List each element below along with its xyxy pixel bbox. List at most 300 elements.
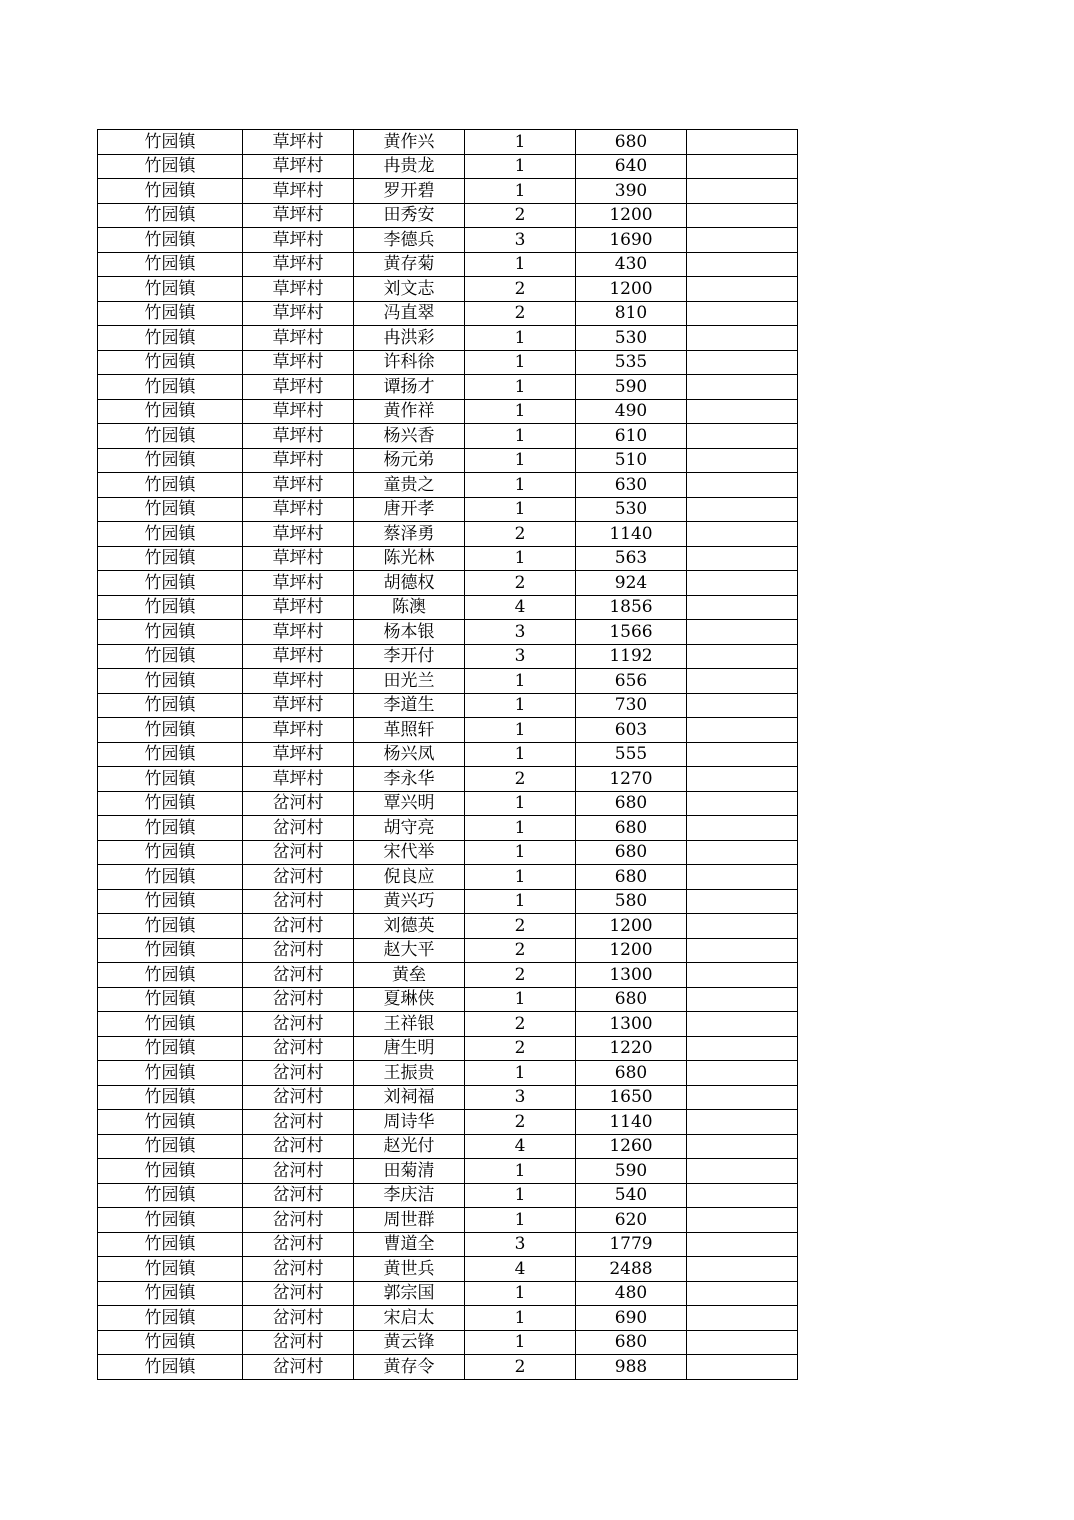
note-cell	[687, 375, 798, 400]
amount-cell: 1650	[576, 1085, 687, 1110]
note-cell	[687, 840, 798, 865]
note-cell	[687, 203, 798, 228]
town-cell: 竹园镇	[98, 791, 243, 816]
town-cell: 竹园镇	[98, 1110, 243, 1135]
table-row	[98, 742, 798, 767]
household-count-cell: 1	[465, 1061, 576, 1086]
amount-cell: 1779	[576, 1232, 687, 1257]
household-count-cell: 2	[465, 203, 576, 228]
town-cell: 竹园镇	[98, 399, 243, 424]
table-row	[98, 1355, 798, 1380]
amount-cell: 510	[576, 448, 687, 473]
household-count-cell: 4	[465, 1257, 576, 1282]
town-cell: 竹园镇	[98, 595, 243, 620]
table-row	[98, 130, 798, 155]
town-cell: 竹园镇	[98, 154, 243, 179]
table-row	[98, 816, 798, 841]
village-cell: 岔河村	[243, 865, 354, 890]
data-table	[97, 129, 798, 1380]
table-row	[98, 620, 798, 645]
town-cell: 竹园镇	[98, 571, 243, 596]
table-row	[98, 767, 798, 792]
town-cell: 竹园镇	[98, 669, 243, 694]
town-cell: 竹园镇	[98, 718, 243, 743]
table-row	[98, 1232, 798, 1257]
name-cell: 周世群	[354, 1208, 465, 1233]
note-cell	[687, 791, 798, 816]
note-cell	[687, 742, 798, 767]
household-count-cell: 2	[465, 963, 576, 988]
household-count-cell: 2	[465, 522, 576, 547]
amount-cell: 535	[576, 350, 687, 375]
table-row	[98, 1085, 798, 1110]
household-count-cell: 1	[465, 252, 576, 277]
note-cell	[687, 448, 798, 473]
table-row	[98, 326, 798, 351]
town-cell: 竹园镇	[98, 987, 243, 1012]
town-cell: 竹园镇	[98, 1159, 243, 1184]
table-row	[98, 889, 798, 914]
household-count-cell: 1	[465, 865, 576, 890]
town-cell: 竹园镇	[98, 203, 243, 228]
note-cell	[687, 179, 798, 204]
household-count-cell: 1	[465, 1208, 576, 1233]
amount-cell: 1690	[576, 228, 687, 253]
note-cell	[687, 546, 798, 571]
amount-cell: 1192	[576, 644, 687, 669]
name-cell: 倪良应	[354, 865, 465, 890]
village-cell: 草坪村	[243, 644, 354, 669]
town-cell: 竹园镇	[98, 816, 243, 841]
town-cell: 竹园镇	[98, 620, 243, 645]
village-cell: 草坪村	[243, 252, 354, 277]
note-cell	[687, 228, 798, 253]
table-row	[98, 1061, 798, 1086]
amount-cell: 1140	[576, 522, 687, 547]
village-cell: 草坪村	[243, 375, 354, 400]
name-cell: 赵光付	[354, 1134, 465, 1159]
note-cell	[687, 326, 798, 351]
name-cell: 黄作祥	[354, 399, 465, 424]
note-cell	[687, 865, 798, 890]
table-row	[98, 375, 798, 400]
town-cell: 竹园镇	[98, 1306, 243, 1331]
town-cell: 竹园镇	[98, 1281, 243, 1306]
town-cell: 竹园镇	[98, 840, 243, 865]
table-body	[98, 130, 798, 1380]
town-cell: 竹园镇	[98, 130, 243, 155]
village-cell: 草坪村	[243, 571, 354, 596]
household-count-cell: 2	[465, 277, 576, 302]
household-count-cell: 1	[465, 399, 576, 424]
village-cell: 岔河村	[243, 1134, 354, 1159]
town-cell: 竹园镇	[98, 252, 243, 277]
name-cell: 李道生	[354, 693, 465, 718]
household-count-cell: 1	[465, 497, 576, 522]
amount-cell: 480	[576, 1281, 687, 1306]
household-count-cell: 3	[465, 620, 576, 645]
table-row	[98, 1012, 798, 1037]
name-cell: 刘祠福	[354, 1085, 465, 1110]
village-cell: 岔河村	[243, 1208, 354, 1233]
amount-cell: 630	[576, 473, 687, 498]
note-cell	[687, 424, 798, 449]
amount-cell: 563	[576, 546, 687, 571]
note-cell	[687, 1012, 798, 1037]
town-cell: 竹园镇	[98, 522, 243, 547]
note-cell	[687, 767, 798, 792]
table-row	[98, 840, 798, 865]
town-cell: 竹园镇	[98, 1257, 243, 1282]
name-cell: 赵大平	[354, 938, 465, 963]
town-cell: 竹园镇	[98, 1232, 243, 1257]
name-cell: 陈光林	[354, 546, 465, 571]
household-count-cell: 2	[465, 938, 576, 963]
town-cell: 竹园镇	[98, 1208, 243, 1233]
name-cell: 杨元弟	[354, 448, 465, 473]
table-row	[98, 522, 798, 547]
village-cell: 草坪村	[243, 154, 354, 179]
table-row	[98, 669, 798, 694]
amount-cell: 430	[576, 252, 687, 277]
amount-cell: 988	[576, 1355, 687, 1380]
table-row	[98, 1134, 798, 1159]
amount-cell: 680	[576, 865, 687, 890]
household-count-cell: 1	[465, 424, 576, 449]
amount-cell: 530	[576, 497, 687, 522]
name-cell: 杨兴香	[354, 424, 465, 449]
name-cell: 黄云锋	[354, 1330, 465, 1355]
town-cell: 竹园镇	[98, 228, 243, 253]
village-cell: 草坪村	[243, 742, 354, 767]
amount-cell: 1566	[576, 620, 687, 645]
town-cell: 竹园镇	[98, 914, 243, 939]
name-cell: 李德兵	[354, 228, 465, 253]
amount-cell: 730	[576, 693, 687, 718]
table-row	[98, 963, 798, 988]
household-count-cell: 2	[465, 571, 576, 596]
village-cell: 岔河村	[243, 938, 354, 963]
name-cell: 童贵之	[354, 473, 465, 498]
note-cell	[687, 571, 798, 596]
household-count-cell: 1	[465, 154, 576, 179]
village-cell: 草坪村	[243, 203, 354, 228]
town-cell: 竹园镇	[98, 693, 243, 718]
table-row	[98, 865, 798, 890]
village-cell: 岔河村	[243, 963, 354, 988]
village-cell: 岔河村	[243, 1061, 354, 1086]
note-cell	[687, 1257, 798, 1282]
name-cell: 王振贵	[354, 1061, 465, 1086]
village-cell: 岔河村	[243, 1306, 354, 1331]
name-cell: 唐开孝	[354, 497, 465, 522]
town-cell: 竹园镇	[98, 424, 243, 449]
household-count-cell: 1	[465, 816, 576, 841]
village-cell: 岔河村	[243, 1232, 354, 1257]
village-cell: 岔河村	[243, 1085, 354, 1110]
amount-cell: 680	[576, 130, 687, 155]
table-row	[98, 424, 798, 449]
town-cell: 竹园镇	[98, 277, 243, 302]
table-row	[98, 252, 798, 277]
household-count-cell: 1	[465, 546, 576, 571]
table-row	[98, 595, 798, 620]
town-cell: 竹园镇	[98, 963, 243, 988]
amount-cell: 540	[576, 1183, 687, 1208]
village-cell: 岔河村	[243, 1281, 354, 1306]
village-cell: 草坪村	[243, 497, 354, 522]
table-row	[98, 1281, 798, 1306]
note-cell	[687, 350, 798, 375]
table-row	[98, 473, 798, 498]
town-cell: 竹园镇	[98, 644, 243, 669]
town-cell: 竹园镇	[98, 375, 243, 400]
table-row	[98, 301, 798, 326]
household-count-cell: 1	[465, 130, 576, 155]
name-cell: 覃兴明	[354, 791, 465, 816]
name-cell: 黄世兵	[354, 1257, 465, 1282]
table-row	[98, 987, 798, 1012]
household-count-cell: 2	[465, 767, 576, 792]
table-row	[98, 179, 798, 204]
household-count-cell: 1	[465, 350, 576, 375]
name-cell: 冉洪彩	[354, 326, 465, 351]
amount-cell: 490	[576, 399, 687, 424]
note-cell	[687, 154, 798, 179]
household-count-cell: 1	[465, 840, 576, 865]
town-cell: 竹园镇	[98, 1134, 243, 1159]
village-cell: 岔河村	[243, 1159, 354, 1184]
note-cell	[687, 1355, 798, 1380]
household-count-cell: 1	[465, 1281, 576, 1306]
note-cell	[687, 938, 798, 963]
amount-cell: 656	[576, 669, 687, 694]
amount-cell: 555	[576, 742, 687, 767]
village-cell: 岔河村	[243, 1036, 354, 1061]
amount-cell: 1200	[576, 938, 687, 963]
village-cell: 岔河村	[243, 840, 354, 865]
town-cell: 竹园镇	[98, 546, 243, 571]
village-cell: 草坪村	[243, 522, 354, 547]
village-cell: 岔河村	[243, 1012, 354, 1037]
note-cell	[687, 1183, 798, 1208]
amount-cell: 640	[576, 154, 687, 179]
household-count-cell: 1	[465, 669, 576, 694]
household-count-cell: 1	[465, 718, 576, 743]
village-cell: 草坪村	[243, 595, 354, 620]
amount-cell: 680	[576, 816, 687, 841]
amount-cell: 1856	[576, 595, 687, 620]
table-row	[98, 1306, 798, 1331]
town-cell: 竹园镇	[98, 889, 243, 914]
amount-cell: 680	[576, 840, 687, 865]
note-cell	[687, 1110, 798, 1135]
town-cell: 竹园镇	[98, 179, 243, 204]
name-cell: 黄存菊	[354, 252, 465, 277]
note-cell	[687, 497, 798, 522]
name-cell: 唐生明	[354, 1036, 465, 1061]
household-count-cell: 4	[465, 1134, 576, 1159]
amount-cell: 590	[576, 1159, 687, 1184]
town-cell: 竹园镇	[98, 1085, 243, 1110]
village-cell: 草坪村	[243, 767, 354, 792]
note-cell	[687, 669, 798, 694]
note-cell	[687, 130, 798, 155]
village-cell: 岔河村	[243, 816, 354, 841]
household-count-cell: 1	[465, 693, 576, 718]
name-cell: 黄作兴	[354, 130, 465, 155]
village-cell: 岔河村	[243, 791, 354, 816]
name-cell: 郭宗国	[354, 1281, 465, 1306]
note-cell	[687, 816, 798, 841]
amount-cell: 1260	[576, 1134, 687, 1159]
name-cell: 李开付	[354, 644, 465, 669]
village-cell: 岔河村	[243, 1183, 354, 1208]
table-row	[98, 1257, 798, 1282]
village-cell: 草坪村	[243, 350, 354, 375]
note-cell	[687, 1134, 798, 1159]
table-row	[98, 914, 798, 939]
town-cell: 竹园镇	[98, 301, 243, 326]
note-cell	[687, 1208, 798, 1233]
town-cell: 竹园镇	[98, 1355, 243, 1380]
note-cell	[687, 1085, 798, 1110]
note-cell	[687, 987, 798, 1012]
household-count-cell: 1	[465, 889, 576, 914]
table-row	[98, 399, 798, 424]
household-count-cell: 1	[465, 375, 576, 400]
village-cell: 岔河村	[243, 889, 354, 914]
amount-cell: 590	[576, 375, 687, 400]
name-cell: 田菊清	[354, 1159, 465, 1184]
village-cell: 岔河村	[243, 914, 354, 939]
village-cell: 草坪村	[243, 277, 354, 302]
town-cell: 竹园镇	[98, 473, 243, 498]
name-cell: 冉贵龙	[354, 154, 465, 179]
name-cell: 黄垒	[354, 963, 465, 988]
table-row	[98, 203, 798, 228]
village-cell: 草坪村	[243, 179, 354, 204]
amount-cell: 1200	[576, 914, 687, 939]
note-cell	[687, 889, 798, 914]
note-cell	[687, 1036, 798, 1061]
town-cell: 竹园镇	[98, 865, 243, 890]
amount-cell: 1200	[576, 203, 687, 228]
note-cell	[687, 693, 798, 718]
name-cell: 杨本银	[354, 620, 465, 645]
town-cell: 竹园镇	[98, 350, 243, 375]
note-cell	[687, 644, 798, 669]
note-cell	[687, 620, 798, 645]
name-cell: 黄存令	[354, 1355, 465, 1380]
village-cell: 草坪村	[243, 301, 354, 326]
amount-cell: 1220	[576, 1036, 687, 1061]
name-cell: 革照轩	[354, 718, 465, 743]
name-cell: 刘德英	[354, 914, 465, 939]
household-count-cell: 1	[465, 326, 576, 351]
table-row	[98, 1208, 798, 1233]
name-cell: 黄兴巧	[354, 889, 465, 914]
town-cell: 竹园镇	[98, 1183, 243, 1208]
table-row	[98, 448, 798, 473]
table-row	[98, 350, 798, 375]
table-row	[98, 546, 798, 571]
town-cell: 竹园镇	[98, 326, 243, 351]
village-cell: 草坪村	[243, 620, 354, 645]
household-count-cell: 2	[465, 1110, 576, 1135]
household-count-cell: 1	[465, 1183, 576, 1208]
amount-cell: 580	[576, 889, 687, 914]
amount-cell: 680	[576, 1330, 687, 1355]
household-count-cell: 1	[465, 179, 576, 204]
household-count-cell: 1	[465, 473, 576, 498]
table-row	[98, 791, 798, 816]
table-row	[98, 277, 798, 302]
table-row	[98, 497, 798, 522]
table-row	[98, 718, 798, 743]
village-cell: 草坪村	[243, 546, 354, 571]
village-cell: 草坪村	[243, 399, 354, 424]
name-cell: 田光兰	[354, 669, 465, 694]
household-count-cell: 1	[465, 1159, 576, 1184]
table-row	[98, 1159, 798, 1184]
note-cell	[687, 1232, 798, 1257]
village-cell: 草坪村	[243, 448, 354, 473]
note-cell	[687, 1330, 798, 1355]
village-cell: 草坪村	[243, 326, 354, 351]
town-cell: 竹园镇	[98, 767, 243, 792]
table-row	[98, 644, 798, 669]
table-row	[98, 1330, 798, 1355]
village-cell: 草坪村	[243, 130, 354, 155]
table-row	[98, 154, 798, 179]
household-count-cell: 2	[465, 1355, 576, 1380]
village-cell: 草坪村	[243, 693, 354, 718]
name-cell: 陈澳	[354, 595, 465, 620]
amount-cell: 924	[576, 571, 687, 596]
name-cell: 李永华	[354, 767, 465, 792]
note-cell	[687, 1281, 798, 1306]
name-cell: 王祥银	[354, 1012, 465, 1037]
name-cell: 田秀安	[354, 203, 465, 228]
village-cell: 岔河村	[243, 1330, 354, 1355]
note-cell	[687, 252, 798, 277]
amount-cell: 610	[576, 424, 687, 449]
note-cell	[687, 522, 798, 547]
village-cell: 岔河村	[243, 1110, 354, 1135]
note-cell	[687, 473, 798, 498]
amount-cell: 603	[576, 718, 687, 743]
amount-cell: 530	[576, 326, 687, 351]
name-cell: 周诗华	[354, 1110, 465, 1135]
village-cell: 岔河村	[243, 1257, 354, 1282]
table-row	[98, 1183, 798, 1208]
amount-cell: 1300	[576, 963, 687, 988]
table-row	[98, 228, 798, 253]
name-cell: 夏琳侠	[354, 987, 465, 1012]
name-cell: 蔡泽勇	[354, 522, 465, 547]
household-count-cell: 3	[465, 1232, 576, 1257]
household-count-cell: 2	[465, 301, 576, 326]
amount-cell: 1300	[576, 1012, 687, 1037]
town-cell: 竹园镇	[98, 742, 243, 767]
name-cell: 胡守亮	[354, 816, 465, 841]
note-cell	[687, 595, 798, 620]
amount-cell: 1200	[576, 277, 687, 302]
household-count-cell: 4	[465, 595, 576, 620]
note-cell	[687, 1306, 798, 1331]
table-row	[98, 571, 798, 596]
